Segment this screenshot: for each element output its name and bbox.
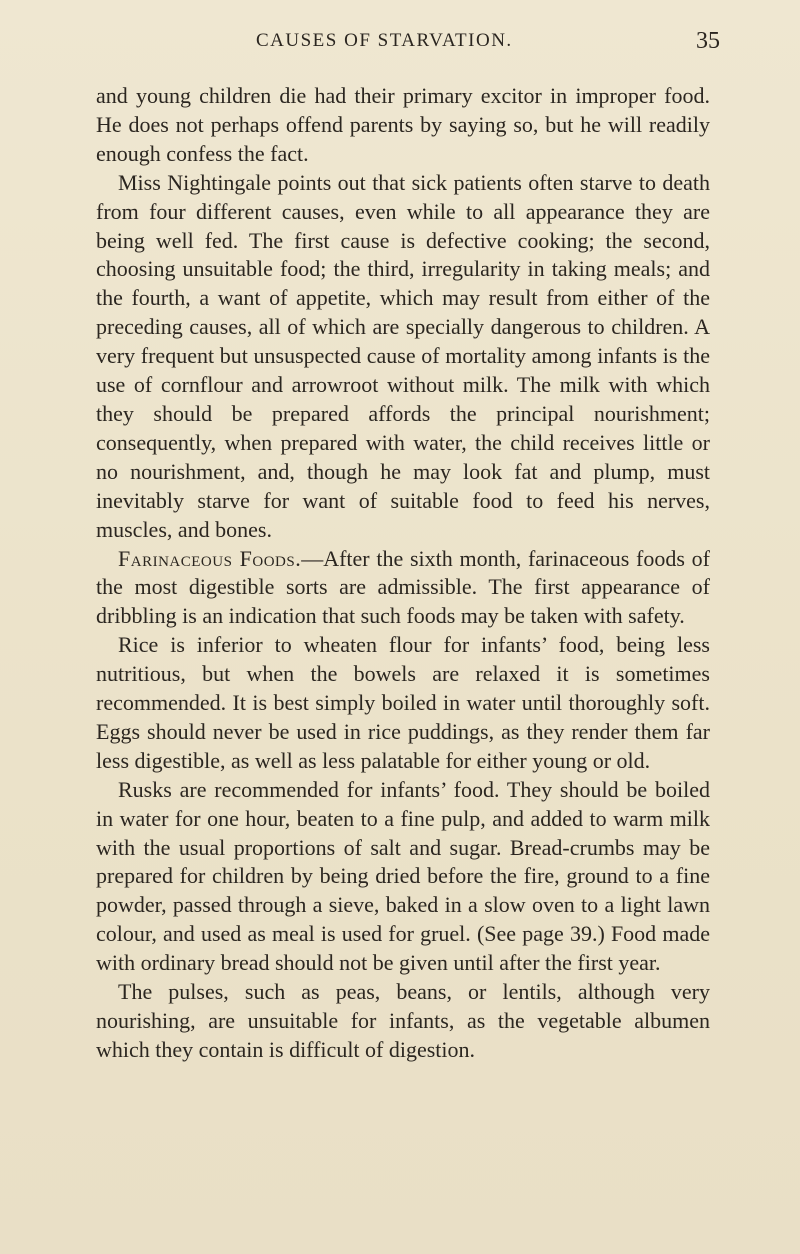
body-text (96, 82, 710, 1065)
paragraph-rice (96, 631, 710, 776)
paragraph-rusks (96, 776, 710, 978)
running-title: CAUSES OF STARVATION. (256, 30, 513, 51)
paragraph-nightingale (96, 169, 710, 545)
paragraph-farinaceous-foods (96, 545, 710, 632)
running-head (0, 30, 800, 58)
paragraph-text: Rice is inferior to wheaten flour for infants’ food, being less nutritious, but when the bowels are relaxed it is sometimes recommended. It is best simply boiled in water until thoroughly soft. Eggs should never be used in rice puddings, as they render them far less digestible, as well as less palatable for either young or old. (96, 632, 710, 773)
paragraph-continuation (96, 82, 710, 169)
paragraph-text: The pulses, such as peas, beans, or lentils, although very nourishing, are unsuitable for infants, as the vegetable albumen which they contain is difficult of digestion. (96, 979, 710, 1062)
paragraph-pulses (96, 978, 710, 1065)
paragraph-text: and young children die had their primary excitor in improper food. He does not perhaps offend parents by saying so, but he will readily enough confess the fact. (96, 83, 710, 166)
section-heading: Farinaceous Foods. (118, 545, 302, 571)
page-number: 35 (696, 28, 720, 54)
paragraph-text: —After the sixth month, farinaceous foods of the most digestible sorts are admissible. The first appearance of dribbling is an indication that such foods may be taken with safety. (96, 545, 711, 629)
paragraph-text: Miss Nightingale points out that sick patients often starve to death from four different causes, even while to all appearance they are being well fed. The first cause is defective cooking; the second, choosing unsuitable food; the third, irregularity in taking meals; and the fourth, a want of appetite, which may result from either of the preceding causes, all of which are specially dangerous to children. A very frequent but unsuspected cause of mortality among infants is the use of cornflour and arrowroot without milk. The milk with which they should be prepared affords the principal nourishment; consequently, when prepared with water, the child receives little or no nourishment, and, though he may look fat and plump, must inevitably starve for want of suitable food to feed his nerves, muscles, and bones. (96, 169, 710, 542)
paragraph-text: Rusks are recommended for infants’ food. They should be boiled in water for one hour, beaten to a fine pulp, and added to warm milk with the usual proportions of salt and sugar. Bread-crumbs may be prepared for children by being dried before the fire, ground to a fine powder, passed through a sieve, baked in a slow oven to a light lawn colour, and used as meal is used for gruel. (See page 39.) Food made with ordinary bread should not be given until after the first year. (96, 776, 710, 976)
